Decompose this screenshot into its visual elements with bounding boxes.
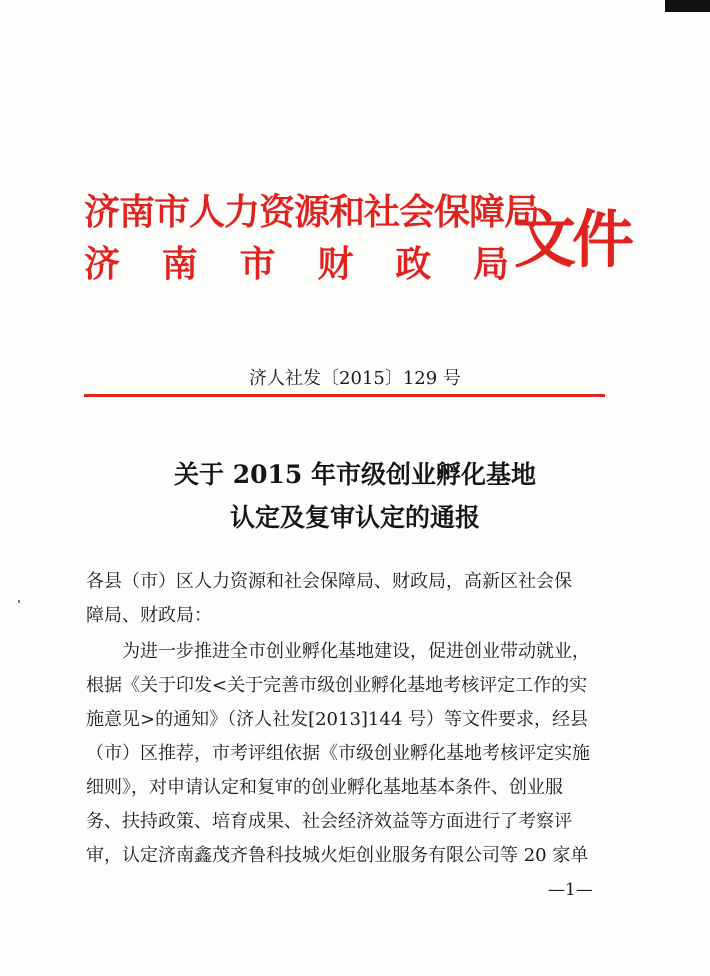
- issuer-line-finance: [84, 236, 509, 287]
- body-line: 施意见>的通知》（济人社发[2013]144 号）等文件要求，经县: [86, 709, 589, 730]
- issuer-header: [84, 168, 631, 286]
- issuer-char: 济: [84, 243, 121, 285]
- issuer-char: 市: [239, 243, 276, 285]
- issuer-char: 财: [317, 243, 354, 285]
- issuer-char: 南: [161, 243, 198, 285]
- file-word: 文件: [514, 203, 631, 276]
- body-line: 障局、财政局：: [86, 605, 212, 626]
- body-line: 细则》，对申请认定和复审的创业孵化基地基本条件、创业服: [86, 777, 563, 798]
- document-number: 济人社发〔2015〕129 号: [249, 368, 461, 389]
- body-line: （市）区推荐，市考评组依据《市级创业孵化基地考核评定实施: [86, 743, 590, 764]
- issuer-line-hrss: 济南市人力资源和社会保障局: [84, 191, 540, 233]
- body-line: 根据《关于印发<关于完善市级创业孵化基地考核评定工作的实: [86, 675, 588, 696]
- document-title-line-1: 关于 2015 年市级创业孵化基地: [174, 460, 536, 489]
- body-line: 务、扶持政策、培育成果、社会经济效益等方面进行了考察评: [86, 811, 572, 832]
- red-divider: [84, 394, 605, 397]
- body-line: 为进一步推进全市创业孵化基地建设，促进创业带动就业，: [86, 641, 590, 662]
- issuer-char: 政: [395, 243, 432, 285]
- body-line: 审，认定济南鑫茂齐鲁科技城火炬创业服务有限公司等 20 家单: [86, 845, 589, 866]
- scan-corner-mark: [665, 0, 710, 12]
- body-line: 各县（市）区人力资源和社会保障局、财政局，高新区社会保: [86, 571, 572, 592]
- scan-speck: [18, 600, 20, 603]
- document-title-line-2: 认定及复审认定的通报: [229, 503, 480, 532]
- issuer-char: 局: [472, 243, 509, 285]
- page-number: —1—: [548, 880, 593, 900]
